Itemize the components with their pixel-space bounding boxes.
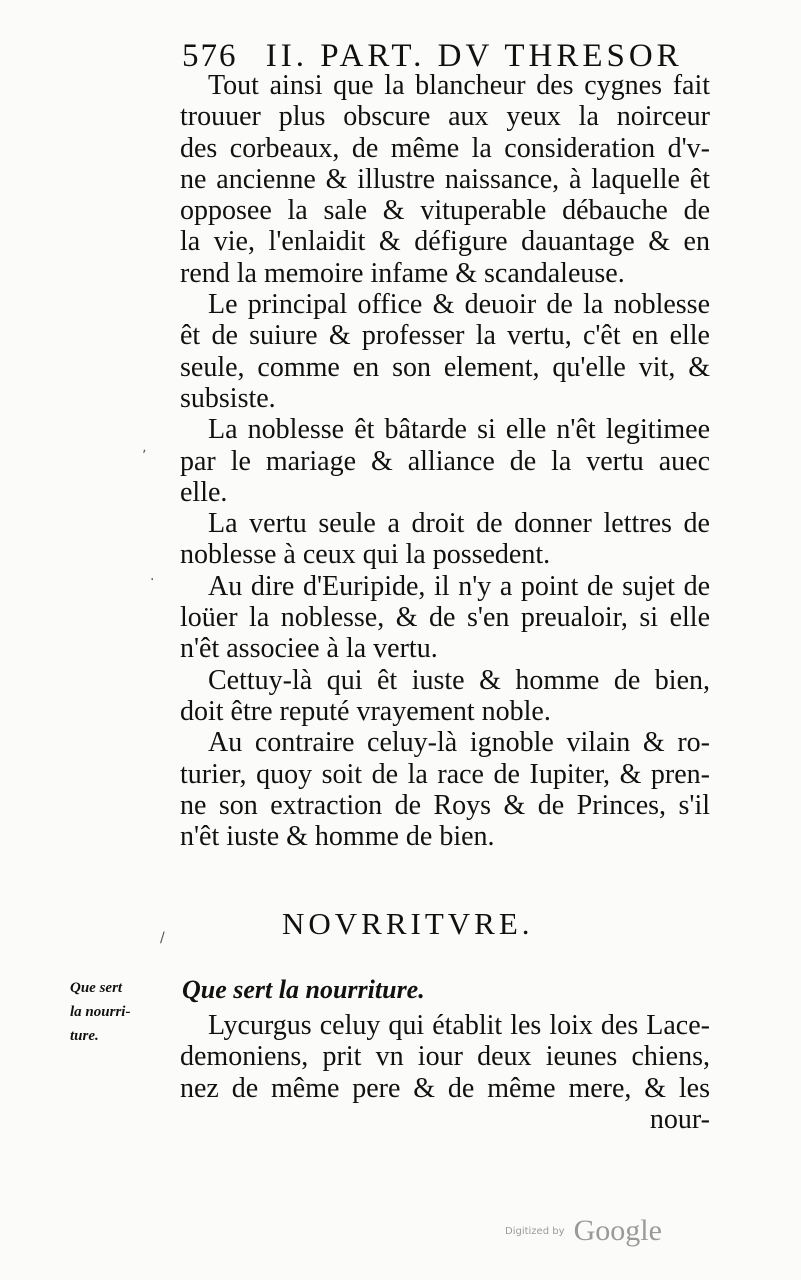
marginal-note-line: la nourri- [70,1004,131,1020]
text-line: seule, comme en son element, qu'elle vit, & [180,351,710,383]
text-line: doit être reputé vrayement noble. [180,695,551,727]
section-text [180,1010,710,1135]
running-head-title: II. PART. DV THRESOR [265,38,683,74]
text-line: La vertu seule a droit de donner lettres de [208,508,710,540]
text-line: trouuer plus obscure aux yeux la noirceur [180,101,710,133]
text-line: opposee la sale & vituperable débauche de [180,195,710,227]
section-heading: NOVRRITVRE. [282,906,534,941]
text-line: ne ancienne & illustre naissance, à laquelle êt [180,163,710,195]
text-line: êt de suiure & professer la vertu, c'êt en elle [180,320,710,352]
print-speck: / [160,930,165,946]
text-line: nez de même pere & de même mere, & les [180,1072,710,1104]
digitization-watermark [505,1214,662,1248]
page-number: 576 [182,38,238,74]
watermark-prefix: Digitized by [505,1225,565,1237]
text-line: demoniens, prit vn iour deux ieunes chiens, [180,1041,710,1073]
text-line: des corbeaux, de même la consideration d'v- [180,132,710,164]
text-line: noblesse à ceux qui la possedent. [180,539,551,571]
text-line: ne son extraction de Roys & de Princes, s'il [180,789,710,821]
text-line: turier, quoy soit de la race de Iupiter, & pren- [180,758,710,790]
text-line: n'êt associee à la vertu. [180,633,438,665]
main-text [180,70,710,852]
marginal-note [70,976,156,1048]
text-line: Tout ainsi que la blancheur des cygnes fait [208,70,710,101]
text-line: loüer la noblesse, & de s'en preualoir, si elle [180,602,710,634]
text-line: n'êt iuste & homme de bien. [180,821,495,853]
text-line: Le principal office & deuoir de la noblesse [208,289,710,321]
section-subheading: Que sert la nourriture. [182,975,425,1004]
print-speck: ʼ [142,448,147,464]
text-line: subsiste. [180,382,276,414]
text-line: la vie, l'enlaidit & défigure dauantage & en [180,226,710,258]
marginal-note-line: Que sert [70,980,123,996]
print-speck: · [150,572,155,588]
text-line: elle. [180,476,228,508]
text-line: La noblesse êt bâtarde si elle n'êt legitimee [208,414,710,446]
text-line: Cettuy-là qui êt iuste & homme de bien, [208,664,710,696]
catchword: nour- [649,1103,710,1135]
text-line: Au contraire celuy-là ignoble vilain & ro- [208,727,710,759]
google-logo: Google [573,1214,662,1247]
text-line: rend la memoire infame & scandaleuse. [180,257,625,289]
text-line: Au dire d'Euripide, il n'y a point de sujet de [208,570,710,602]
text-line: Lycurgus celuy qui établit les loix des Lace- [208,1010,710,1041]
marginal-note-line: ture. [70,1028,99,1044]
text-line: par le mariage & alliance de la vertu auec [180,445,710,477]
